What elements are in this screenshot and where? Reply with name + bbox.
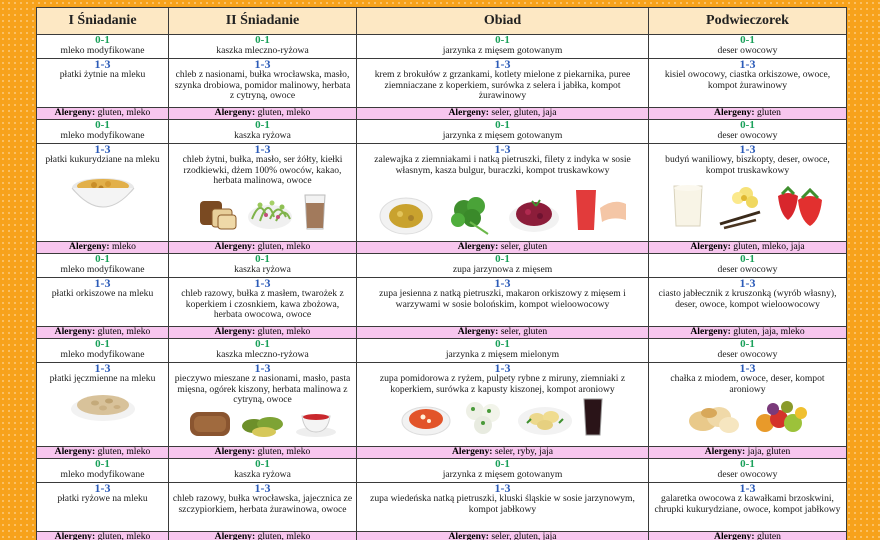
age-label: 0-1: [255, 338, 270, 350]
age-label: 0-1: [740, 458, 755, 470]
age-label: 0-1: [255, 119, 270, 131]
meal-text: jarzynka z mięsem mielonym: [445, 349, 560, 360]
rye-bread-icon: [188, 408, 232, 438]
day1-infant-row: [37, 35, 847, 59]
cell: [169, 120, 357, 144]
cell: [169, 363, 357, 447]
cell: [169, 144, 357, 242]
allergen-cell: Alergeny: gluten, mleko: [169, 327, 357, 339]
age-label: 1-3: [494, 58, 511, 71]
parsley-icon: [442, 192, 498, 236]
age-label: 1-3: [94, 58, 111, 71]
cornflakes-bowl-icon: [70, 170, 136, 216]
weekly-menu-table: [36, 7, 847, 540]
meal-text: chleb razowy, bułka wrocławska, jajecznica ze szczypiorkiem, herbata żurawinowa, owoce: [172, 493, 353, 515]
cell: [169, 278, 357, 327]
meal-text: chleb z nasionami, bułka wrocławska, masło, szynka drobiowa, pomidor malinowy, herbata z cytryną, owoce: [174, 69, 351, 102]
meal-text: zupa jesienna z natką pietruszki, makaron orkiszowy z mięsem i warzywami w sosie bolońskim, kompot wieloowocowy: [379, 288, 626, 310]
day5-infant-row: [37, 459, 847, 483]
cell: [169, 35, 357, 59]
meal-text: chleb razowy, bułka z masłem, twarożek z koperkiem i czosnkiem, kawa zbożowa, herbata owocowa, owoce: [181, 288, 344, 321]
age-label: 1-3: [94, 482, 111, 495]
cell: [649, 254, 847, 278]
cell: [37, 483, 169, 532]
tea-cup-icon: [294, 408, 338, 438]
day3-infant-row: [37, 254, 847, 278]
challah-icon: [685, 397, 743, 437]
meal-text: deser owocowy: [717, 469, 778, 480]
allergen-cell: Alergeny: gluten, mleko: [37, 447, 169, 459]
cell: [169, 459, 357, 483]
age-label: 0-1: [95, 338, 110, 350]
meal-text: płatki jęczmienne na mleku: [49, 373, 156, 384]
cell: [37, 59, 169, 108]
meal-text: deser owocowy: [717, 45, 778, 56]
meal-text: mleko modyfikowane: [60, 349, 145, 360]
allergen-cell: Alergeny: seler, gluten: [357, 327, 649, 339]
age-label: 0-1: [495, 253, 510, 265]
aronia-juice-icon: [581, 397, 605, 437]
age-label: 0-1: [495, 34, 510, 46]
meal-text: kaszka mleczno-ryżowa: [216, 349, 309, 360]
age-label: 1-3: [94, 362, 111, 375]
fish-balls-icon: [459, 397, 509, 437]
cell: [649, 144, 847, 242]
pudding-glass-icon: [668, 180, 708, 230]
meal-text: kaszka ryżowa: [234, 264, 291, 275]
tomato-soup-icon: [401, 401, 451, 437]
allergen-cell: Alergeny: seler, gluten, jaja: [357, 108, 649, 120]
cell: [357, 254, 649, 278]
meal-text: galaretka owocowa z kawałkami brzoskwini, chrupki kukurydziane, owoce, kompot jabłkowy: [654, 493, 841, 515]
age-label: 1-3: [494, 482, 511, 495]
cell: [37, 35, 169, 59]
cell: [357, 483, 649, 532]
cell: [649, 459, 847, 483]
age-label: 1-3: [254, 143, 271, 156]
age-label: 1-3: [739, 58, 756, 71]
day2-infant-row: [37, 120, 847, 144]
age-label: 1-3: [494, 277, 511, 290]
age-label: 0-1: [495, 338, 510, 350]
header-snack: Podwieczorek: [649, 8, 847, 35]
cocoa-glass-icon: [302, 191, 328, 231]
meal-text: chałka z miodem, owoce, deser, kompot aroniowy: [670, 373, 825, 395]
cell: [649, 120, 847, 144]
header-row: [37, 8, 847, 35]
age-label: 1-3: [254, 482, 271, 495]
vanilla-icon: [716, 180, 764, 230]
age-label: 0-1: [255, 458, 270, 470]
age-label: 0-1: [95, 253, 110, 265]
cell: [169, 59, 357, 108]
age-label: 1-3: [254, 277, 271, 290]
meal-text: budyń waniliowy, biszkopty, deser, owoce, kompot truskawkowy: [665, 154, 830, 176]
day4-allergen-row: [37, 447, 847, 459]
age-label: 1-3: [94, 143, 111, 156]
allergen-cell: Alergeny: gluten, mleko: [169, 108, 357, 120]
meal-text: deser owocowy: [717, 130, 778, 141]
day5-toddler-row: [37, 483, 847, 532]
cell: [37, 278, 169, 327]
day2-toddler-row: [37, 144, 847, 242]
meal-text: mleko modyfikowane: [60, 264, 145, 275]
header-breakfast: I Śniadanie: [37, 8, 169, 35]
day1-toddler-row: [37, 59, 847, 108]
potatoes-icon: [517, 401, 573, 437]
sprouts-icon: [246, 195, 294, 231]
age-label: 0-1: [740, 119, 755, 131]
meal-text: deser owocowy: [717, 349, 778, 360]
age-label: 0-1: [255, 253, 270, 265]
meal-text: płatki żytnie na mleku: [59, 69, 146, 80]
beetroot-icon: [506, 192, 562, 236]
allergen-cell: Alergeny: jaja, gluten: [649, 447, 847, 459]
cell: [37, 254, 169, 278]
meal-text: kaszka mleczno-ryżowa: [216, 45, 309, 56]
age-label: 0-1: [95, 34, 110, 46]
meal-text: płatki orkiszowe na mleku: [51, 288, 154, 299]
allergen-cell: Alergeny: mleko: [37, 242, 169, 254]
cell: [649, 278, 847, 327]
meal-text: zupa jarzynowa z mięsem: [452, 264, 553, 275]
meal-text: jarzynka z mięsem gotowanym: [442, 469, 563, 480]
cell: [169, 254, 357, 278]
day4-toddler-row: [37, 363, 847, 447]
allergen-cell: Alergeny: gluten, mleko, jaja: [649, 242, 847, 254]
cell: [357, 59, 649, 108]
allergen-cell: Alergeny: gluten, mleko: [169, 532, 357, 540]
cell: [357, 144, 649, 242]
allergen-cell: Alergeny: seler, ryby, jaja: [357, 447, 649, 459]
age-label: 1-3: [739, 482, 756, 495]
cell: [37, 363, 169, 447]
fruit-basket-icon: [751, 397, 811, 437]
meal-text: kaszka ryżowa: [234, 130, 291, 141]
meal-text: krem z brokułów z grzankami, kotlety mielone z piekarnika, puree ziemniaczane z koperkiem, surówka z selera i jabłka, kompot żurawinowy: [374, 69, 631, 102]
age-label: 0-1: [495, 119, 510, 131]
age-label: 1-3: [739, 362, 756, 375]
meal-text: zupa pomidorowa z ryżem, pulpety rybne z miruny, ziemniaki z koperkiem, surówka z kapusty kiszonej, kompot aroniowy: [379, 373, 626, 395]
meal-text: mleko modyfikowane: [60, 130, 145, 141]
age-label: 0-1: [740, 253, 755, 265]
bread-icon: [198, 195, 238, 231]
day3-allergen-row: [37, 327, 847, 339]
cell: [37, 459, 169, 483]
cell: [169, 483, 357, 532]
age-label: 1-3: [739, 277, 756, 290]
cell: [37, 339, 169, 363]
meal-text: kisiel owocowy, ciastka orkiszowe, owoce, kompot żurawinowy: [664, 69, 831, 91]
meal-text: kaszka ryżowa: [234, 469, 291, 480]
age-label: 1-3: [494, 143, 511, 156]
age-label: 0-1: [95, 458, 110, 470]
strawberries-icon: [772, 180, 828, 230]
cell: [357, 363, 649, 447]
meal-text: mleko modyfikowane: [60, 45, 145, 56]
age-label: 0-1: [255, 34, 270, 46]
day2-allergen-row: [37, 242, 847, 254]
cell: [649, 483, 847, 532]
cell: [649, 363, 847, 447]
cell: [357, 278, 649, 327]
day3-toddler-row: [37, 278, 847, 327]
allergen-cell: Alergeny: gluten, mleko: [37, 532, 169, 540]
cell: [37, 144, 169, 242]
cell: [649, 59, 847, 108]
header-dinner: Obiad: [357, 8, 649, 35]
day1-allergen-row: [37, 108, 847, 120]
age-label: 0-1: [495, 458, 510, 470]
age-label: 1-3: [254, 58, 271, 71]
age-label: 1-3: [254, 362, 271, 375]
allergen-cell: Alergeny: gluten: [649, 108, 847, 120]
meal-text: pieczywo mieszane z nasionami, masło, pasta mięsna, ogórek kiszony, herbata malinowa z cytryną, owoce: [174, 373, 351, 406]
cell: [357, 35, 649, 59]
meal-text: jarzynka z mięsem gotowanym: [442, 130, 563, 141]
cell: [649, 339, 847, 363]
pickles-icon: [240, 408, 286, 438]
cell: [37, 120, 169, 144]
meal-text: płatki ryżowe na mleku: [57, 493, 148, 504]
age-label: 0-1: [740, 34, 755, 46]
cell: [357, 339, 649, 363]
meal-text: ciasto jabłecznik z kruszonką (wyrób własny), deser, owoce, kompot wieloowocowy: [658, 288, 837, 310]
cell: [649, 35, 847, 59]
meal-text: jarzynka z mięsem gotowanym: [442, 45, 563, 56]
allergen-cell: Alergeny: gluten, mleko: [37, 108, 169, 120]
allergen-cell: Alergeny: gluten, jaja, mleko: [649, 327, 847, 339]
allergen-cell: Alergeny: seler, gluten, jaja: [357, 532, 649, 540]
age-label: 0-1: [740, 338, 755, 350]
age-label: 1-3: [739, 143, 756, 156]
juice-glass-icon: [570, 180, 628, 236]
age-label: 1-3: [494, 362, 511, 375]
allergen-cell: Alergeny: gluten, mleko: [37, 327, 169, 339]
meal-text: płatki kukurydziane na mleku: [45, 154, 160, 165]
cell: [357, 459, 649, 483]
day5-allergen-row: [37, 532, 847, 540]
allergen-cell: Alergeny: gluten, mleko: [169, 242, 357, 254]
day4-infant-row: [37, 339, 847, 363]
soup-bowl-icon: [378, 192, 434, 236]
meal-text: deser owocowy: [717, 264, 778, 275]
allergen-cell: Alergeny: seler, gluten: [357, 242, 649, 254]
meal-text: chleb żytni, bułka, masło, ser żółty, kiełki rzodkiewki, dżem 100% owoców, kakao, herbata malinowa, owoce: [182, 154, 343, 187]
oat-flakes-icon: [69, 387, 137, 423]
allergen-cell: Alergeny: gluten: [649, 532, 847, 540]
allergen-cell: Alergeny: gluten, mleko: [169, 447, 357, 459]
header-second-breakfast: II Śniadanie: [169, 8, 357, 35]
cell: [169, 339, 357, 363]
age-label: 0-1: [95, 119, 110, 131]
cell: [357, 120, 649, 144]
meal-text: mleko modyfikowane: [60, 469, 145, 480]
age-label: 1-3: [94, 277, 111, 290]
meal-text: zalewajka z ziemniakami i natką pietruszki, filety z indyka w sosie własnym, kasza bulgur, buraczki, kompot truskawkowy: [374, 154, 631, 176]
meal-text: zupa wiedeńska natką pietruszki, kluski śląskie w sosie jarzynowym, kompot jabłkowy: [370, 493, 635, 515]
